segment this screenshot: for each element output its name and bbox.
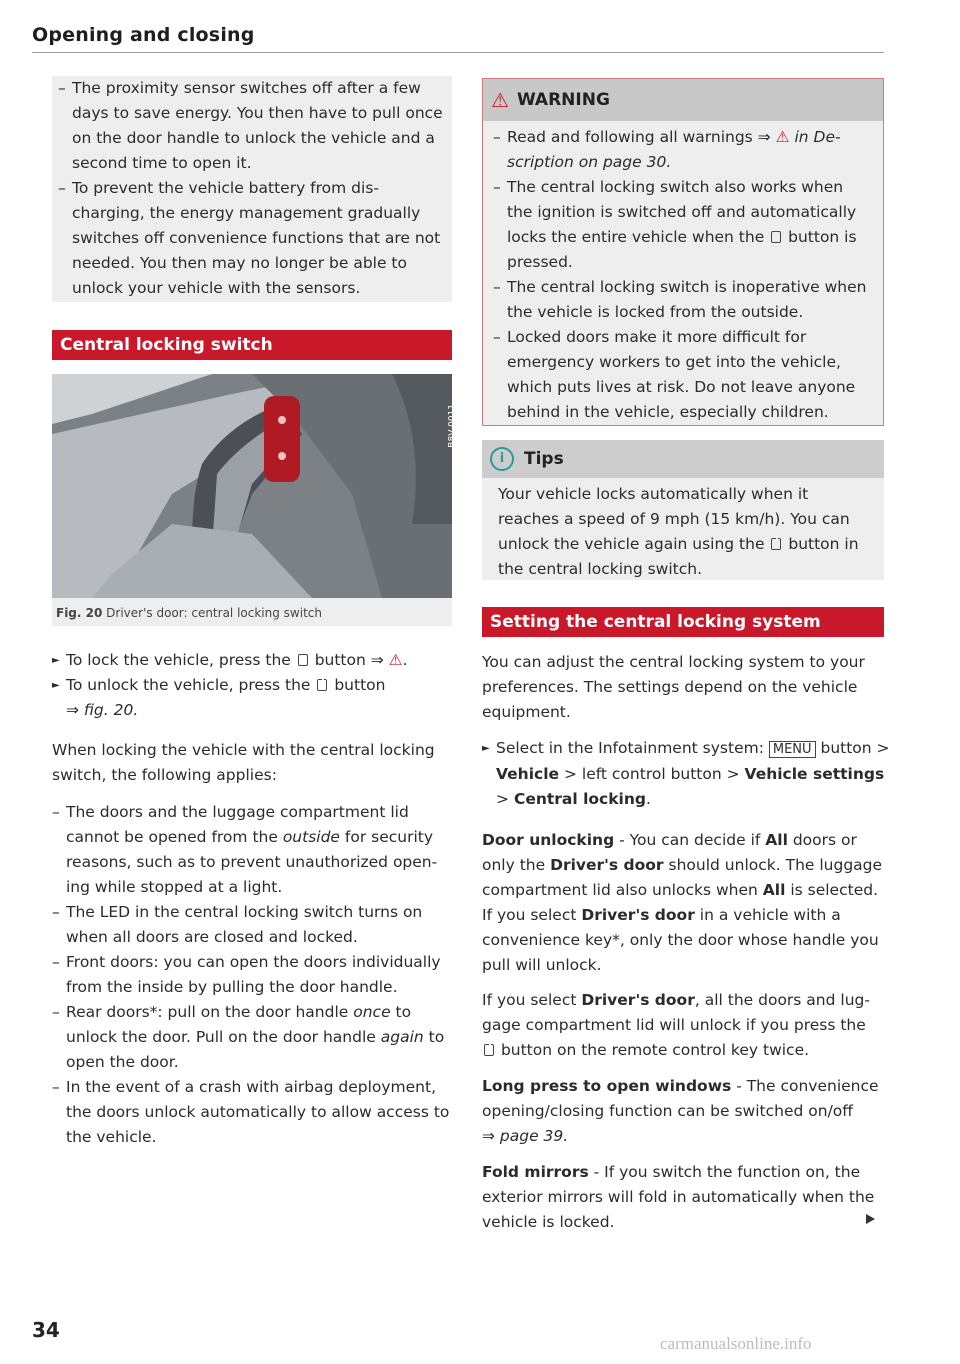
lock-step-text: To lock the vehicle, press the (66, 651, 291, 669)
lock-icon (771, 231, 781, 243)
proximity-note-box (52, 76, 452, 302)
fold-mirrors-paragraph: Fold mirrors - If you switch the function on, the exterior mirrors will fold in automatically when the vehicle is locked. (482, 1163, 875, 1231)
unlock-step (52, 673, 452, 723)
figure-caption-bar (52, 598, 452, 626)
figure-code: B8V-0011 (448, 404, 458, 448)
unlock-icon (484, 1044, 494, 1056)
warning-triangle-icon: ⚠ (491, 88, 509, 112)
list-item: – Read and following all warnings ⇒ ⚠ in Description on page 30. (493, 125, 873, 175)
warning-triangle-icon: ⚠ (388, 651, 403, 669)
drivers-door-paragraph: If you select Driver's door, all the doors and luggage compartment lid will unlock if you press the button on the remote control key twice. (482, 991, 870, 1059)
list-item: – Rear doors*: pull on the door handle once to unlock the door. Pull on the door handle again to open the door. (52, 1000, 452, 1075)
page-number: 34 (32, 1318, 60, 1342)
lock-step-ref[interactable]: button ⇒ (314, 651, 384, 669)
warning-box (482, 78, 884, 426)
info-icon: i (490, 447, 514, 471)
tips-title: Tips (524, 449, 564, 469)
page-header-title: Opening and closing (32, 24, 255, 46)
menu-key: MENU (769, 741, 816, 758)
page-39-ref[interactable]: ⇒ page 39. (482, 1127, 569, 1145)
lock-icon (298, 654, 308, 666)
section-heading-setting-central-locking: Setting the central locking system (482, 607, 884, 637)
section-heading-central-locking: Central locking switch (52, 330, 452, 360)
list-item: – Front doors: you can open the doors individually from the inside by pulling the door handle. (52, 950, 452, 1000)
central-locking-rules (52, 800, 452, 1150)
central-locking-intro: When locking the vehicle with the central locking switch, the following applies: (52, 741, 435, 784)
tips-box (482, 440, 884, 580)
infotainment-step: ► Select in the Infotainment system: MENU button > Vehicle > left control button > Vehicle settings > Central locking. (482, 736, 898, 812)
unlock-step-label: button (334, 676, 386, 694)
tips-text: Your vehicle locks automatically when it reaches a speed of 9 mph (15 km/h). You can unlock the vehicle again using the button in the central locking switch. (498, 485, 859, 578)
list-item: – To prevent the vehicle battery from discharging, the energy management gradually switches off convenience functions that are not needed. You then may no longer be able to unlock your vehicle with the sensors. (58, 176, 446, 301)
header-divider (32, 52, 884, 53)
watermark: carmanualsonline.info (660, 1334, 812, 1353)
lock-step: ► To lock the vehicle, press the button ⇒ ⚠. (52, 648, 452, 673)
door-switch-illustration (52, 374, 452, 598)
unlock-icon (771, 538, 781, 550)
list-item: – In the event of a crash with airbag deployment, the doors unlock automatically to allow access to the vehicle. (52, 1075, 452, 1150)
warning-header (483, 79, 883, 121)
warning-title: WARNING (516, 90, 610, 110)
list-item: – The doors and the luggage compartment lid cannot be opened from the outside for security reasons, such as to prevent unauthorized opening while stopped at a light. (52, 800, 452, 900)
setting-intro: You can adjust the central locking system to your preferences. The settings depend on the vehicle equipment. (482, 653, 865, 721)
door-unlocking-paragraph: Door unlocking - You can decide if All doors or only the Driver's door should unlock. The luggage compartment lid also unlocks when All is selected. If you select Driver's door in a vehicle with a convenience key*, only the door whose handle you pull will unlock. (482, 831, 883, 974)
list-item: – The central locking switch also works when the ignition is switched off and automatically locks the entire vehicle when the button is pressed. (493, 175, 873, 275)
long-press-paragraph: Long press to open windows - The convenience opening/closing function can be switched on/off ⇒ page 39. (482, 1077, 879, 1145)
tips-header (482, 440, 884, 478)
lock-instructions (52, 648, 452, 723)
figure-20-image (52, 374, 458, 598)
unlock-step-text: To unlock the vehicle, press the (66, 676, 311, 694)
unlock-icon (317, 679, 327, 691)
list-item: – The LED in the central locking switch turns on when all doors are closed and locked. (52, 900, 452, 950)
figure-caption-text: Driver's door: central locking switch (106, 606, 322, 620)
list-item: – The proximity sensor switches off after a few days to save energy. You then have to pull once on the door handle to unlock the vehicle and a second time to open it. (58, 76, 446, 176)
fig-20-ref[interactable]: ⇒ fig. 20. (66, 701, 139, 719)
continue-arrow-icon (866, 1214, 875, 1224)
list-item: – Locked doors make it more difficult for emergency workers to get into the vehicle, which puts lives at risk. Do not leave anyone behind in the vehicle, especially children. (493, 325, 873, 425)
warning-triangle-icon: ⚠ (775, 128, 790, 146)
figure-caption-number: Fig. 20 (56, 606, 103, 620)
list-item: – The central locking switch is inoperative when the vehicle is locked from the outside. (493, 275, 873, 325)
